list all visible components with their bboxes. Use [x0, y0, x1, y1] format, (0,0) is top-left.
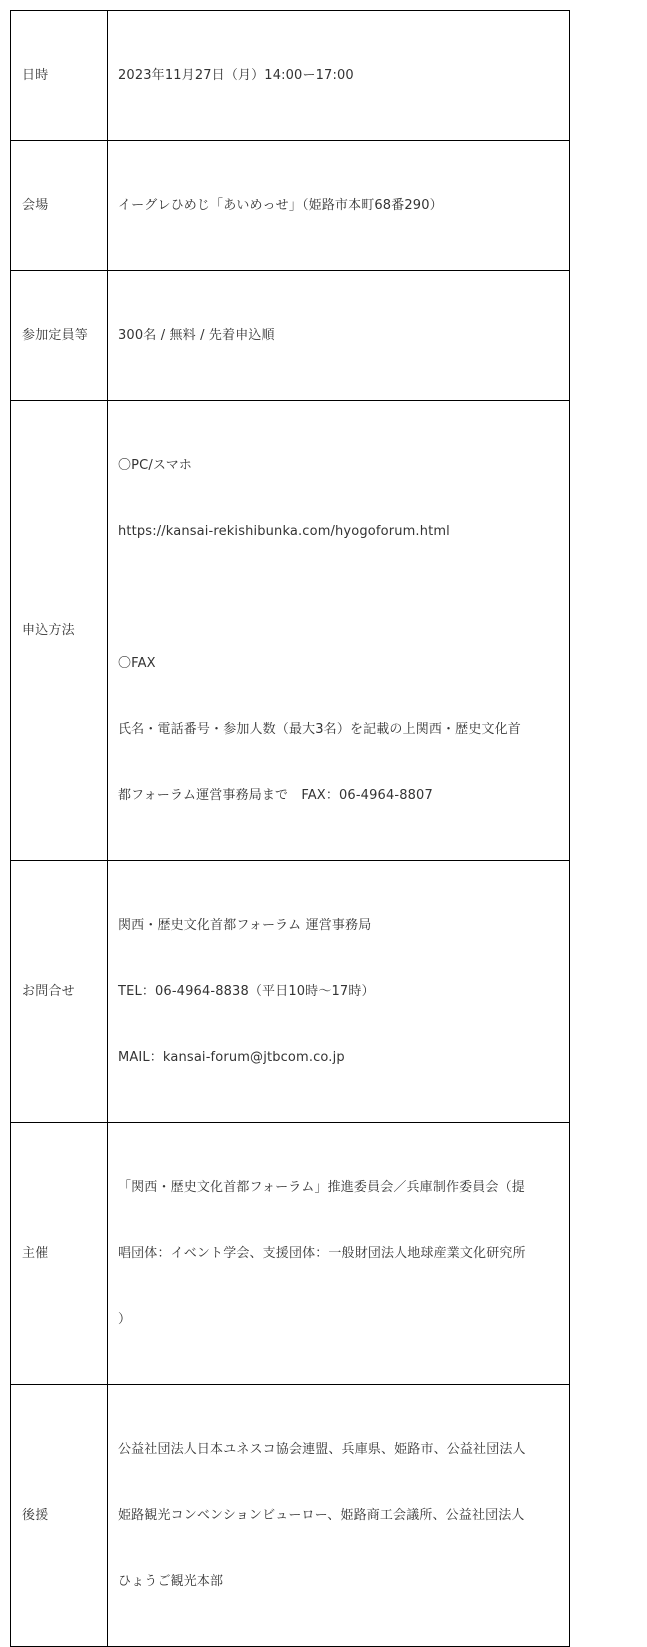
support-text-1: 公益社団法人日本ユネスコ協会連盟、兵庫県、姫路市、公益社団法人 [118, 1442, 526, 1457]
row-value-venue [108, 141, 570, 271]
event-info-table [10, 10, 570, 1647]
apply-url-link[interactable]: https://kansai-rekishibunka.com/hyogoforum.html [118, 524, 450, 539]
contact-office: 関西・歴史文化首都フォーラム 運営事務局 [118, 918, 372, 933]
row-label-contact: お問合せ [11, 861, 108, 1123]
row-value-organizer [108, 1123, 570, 1385]
row-value-support [108, 1385, 570, 1647]
row-value-application [108, 401, 570, 861]
organizer-text-1: 「関西・歴史文化首都フォーラム」推進委員会／兵庫制作委員会（提 [118, 1180, 525, 1195]
row-label-venue: 会場 [11, 141, 108, 271]
apply-fax-heading: 〇FAX [118, 656, 156, 671]
row-label-organizer: 主催 [11, 1123, 108, 1385]
support-text-2: 姫路観光コンベンションビューロー、姫路商工会議所、公益社団法人 [118, 1508, 525, 1523]
row-application [11, 401, 570, 861]
support-text-3: ひょうご観光本部 [118, 1574, 224, 1589]
row-value-capacity [108, 271, 570, 401]
row-support [11, 1385, 570, 1647]
row-capacity [11, 271, 570, 401]
row-value-date [108, 11, 570, 141]
apply-fax-text-2: 都フォーラム運営事務局まで FAX：06-4964-8807 [118, 788, 433, 803]
row-organizer [11, 1123, 570, 1385]
date-text: 2023年11月27日（月）14:00ー17:00 [118, 68, 354, 83]
row-contact [11, 861, 570, 1123]
capacity-text: 300名 / 無料 / 先着申込順 [118, 328, 275, 343]
row-label-support: 後援 [11, 1385, 108, 1647]
row-value-contact [108, 861, 570, 1123]
contact-mail: MAIL：kansai-forum@jtbcom.co.jp [118, 1050, 345, 1065]
apply-spacer [118, 587, 561, 609]
row-label-capacity: 参加定員等 [11, 271, 108, 401]
apply-fax-text-1: 氏名・電話番号・参加人数（最大3名）を記載の上関西・歴史文化首 [118, 722, 521, 737]
venue-text: イーグレひめじ「あいめっせ」（姫路市本町68番290） [118, 198, 443, 213]
row-label-date: 日時 [11, 11, 108, 141]
row-date [11, 11, 570, 141]
apply-pc-heading: 〇PC/スマホ [118, 458, 193, 473]
contact-tel: TEL：06-4964-8838（平日10時〜17時） [118, 984, 375, 999]
row-venue [11, 141, 570, 271]
organizer-text-3: ） [118, 1312, 132, 1327]
row-label-application: 申込方法 [11, 401, 108, 861]
organizer-text-2: 唱団体：イベント学会、支援団体：一般財団法人地球産業文化研究所 [118, 1246, 526, 1261]
